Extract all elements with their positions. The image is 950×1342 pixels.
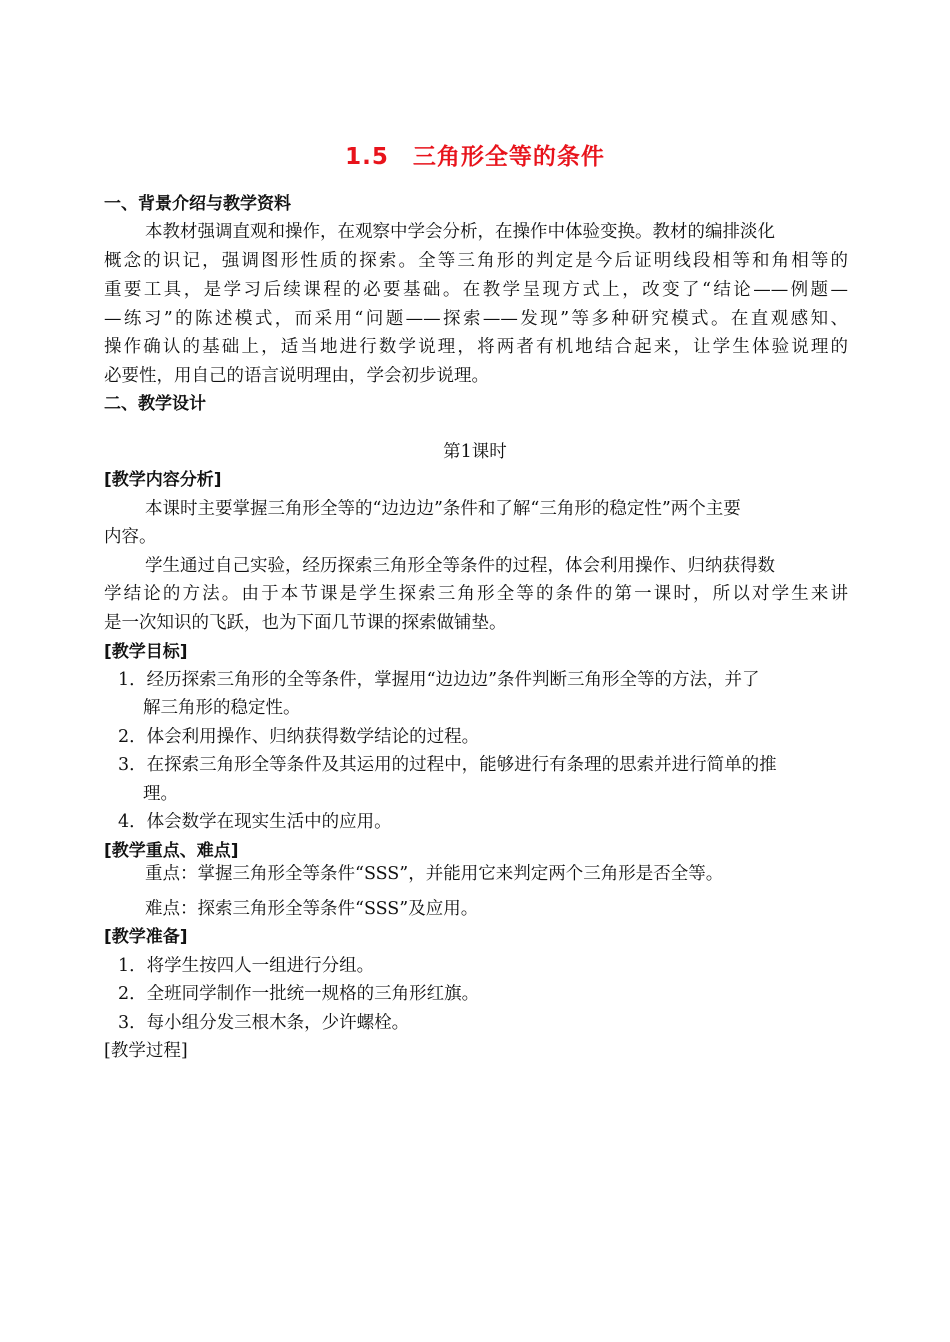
list-item: 1．将学生按四人一组进行分组。 [118,956,375,976]
paragraph-line: 难点：探索三角形全等条件“SSS”及应用。 [145,899,479,919]
subheading-analysis: [教学内容分析] [104,470,222,490]
section-heading-background: 一、背景介绍与教学资料 [104,194,291,214]
lesson-label: 第1课时 [443,442,507,462]
list-item: 3．每小组分发三根木条，少许螺栓。 [118,1013,410,1033]
paragraph-line: 学结论的方法。由于本节课是学生探索三角形全等的条件的第一课时，所以对学生来讲 [104,584,848,604]
paragraph-line: 是一次知识的飞跃，也为下面几节课的探索做铺垫。 [104,613,507,633]
list-item-continuation: 理。 [143,784,178,804]
list-item: 3．在探索三角形全等条件及其运用的过程中，能够进行有条理的思索并进行简单的推 [118,755,777,775]
paragraph-line: 本课时主要掌握三角形全等的“边边边”条件和了解“三角形的稳定性”两个主要 [145,499,741,519]
subheading-goals: [教学目标] [104,642,188,662]
paragraph-line: 学生通过自己实验，经历探索三角形全等条件的过程，体会利用操作、归纳获得数 [145,556,775,576]
subheading-prep: [教学准备] [104,927,188,947]
paragraph-line: 概念的识记，强调图形性质的探索。全等三角形的判定是今后证明线段相等和角相等的 [104,251,848,271]
section-heading-design: 二、教学设计 [104,394,206,414]
document-title: 1.5 三角形全等的条件 [345,144,605,170]
paragraph-line: 重要工具，是学习后续课程的必要基础。在教学呈现方式上，改变了“结论——例题— [104,280,848,300]
list-item: 4．体会数学在现实生活中的应用。 [118,812,392,832]
paragraph-line: 内容。 [104,527,157,547]
paragraph-line: 操作确认的基础上，适当地进行数学说理，将两者有机地结合起来，让学生体验说理的 [104,337,848,357]
paragraph-line: 重点：掌握三角形全等条件“SSS”，并能用它来判定两个三角形是否全等。 [145,864,724,884]
list-item: 2．体会利用操作、归纳获得数学结论的过程。 [118,727,480,747]
paragraph-line: 本教材强调直观和操作，在观察中学会分析，在操作中体验变换。教材的编排淡化 [145,222,775,242]
list-item: 2．全班同学制作一批统一规格的三角形红旗。 [118,984,480,1004]
paragraph-line: —练习”的陈述模式，而采用“问题——探索——发现”等多种研究模式。在直观感知、 [104,309,848,329]
subheading-process: [教学过程] [104,1041,188,1061]
list-item: 1．经历探索三角形的全等条件，掌握用“边边边”条件判断三角形全等的方法，并了 [118,670,760,690]
subheading-keypoints: [教学重点、难点] [104,841,239,861]
list-item-continuation: 解三角形的稳定性。 [143,698,301,718]
paragraph-line: 必要性，用自己的语言说明理由，学会初步说理。 [104,366,489,386]
